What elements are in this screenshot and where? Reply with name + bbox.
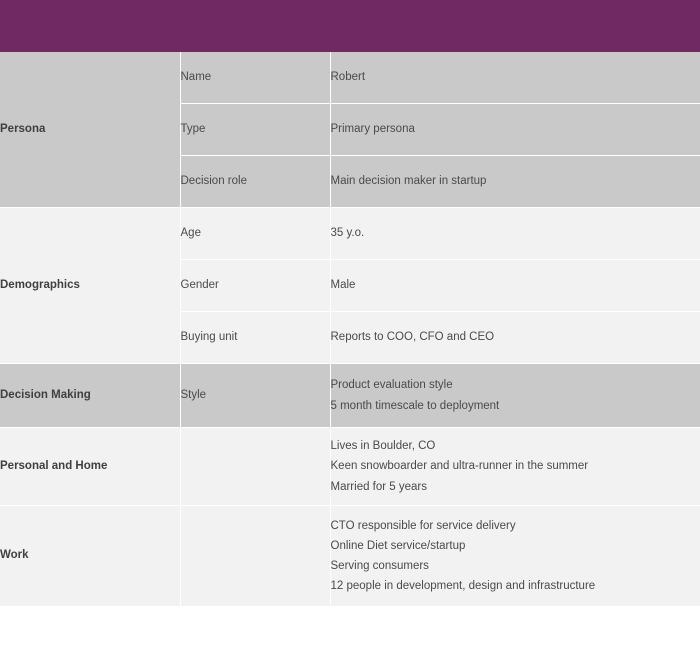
row-value: [330, 104, 700, 156]
value-line: Male: [330, 279, 356, 292]
value-line: CTO responsible for service delivery: [330, 519, 516, 532]
row-value: [330, 364, 700, 428]
value-line: Keen snowboarder and ultra-runner in the summer: [330, 460, 589, 473]
row-field-label: Age: [180, 208, 330, 260]
group-label-1: Persona: [0, 52, 180, 208]
value-line: 12 people in development, design and infrastructure: [330, 580, 596, 593]
persona-table-body: [0, 52, 700, 607]
row-field-label: [180, 506, 330, 607]
value-line: Reports to COO, CFO and CEO: [330, 331, 495, 344]
value-line: Product evaluation style: [330, 379, 453, 392]
row-value: [330, 428, 700, 506]
header-band: [0, 0, 700, 52]
row-field-label: Name: [180, 52, 330, 104]
row-value: [330, 52, 700, 104]
value-line: Robert: [330, 71, 366, 84]
value-line: 5 month timescale to deployment: [330, 399, 500, 412]
group-label-5: Work: [0, 506, 180, 607]
row-field-label: Type: [180, 104, 330, 156]
table-row: [0, 428, 700, 506]
persona-table: [0, 52, 700, 607]
row-value: [330, 506, 700, 607]
value-line: Online Diet service/startup: [330, 539, 466, 552]
row-value: [330, 208, 700, 260]
table-row: [0, 506, 700, 607]
value-line: Lives in Boulder, CO: [330, 440, 436, 453]
row-value: [330, 260, 700, 312]
table-row: [0, 208, 700, 260]
group-label-2: Demographics: [0, 208, 180, 364]
row-value: [330, 156, 700, 208]
group-label-4: Personal and Home: [0, 428, 180, 506]
group-label-3: Decision Making: [0, 364, 180, 428]
value-line: Serving consumers: [330, 560, 429, 572]
value-line: 35 y.o.: [330, 227, 365, 240]
row-field-label: Style: [180, 364, 330, 428]
table-row: [0, 52, 700, 104]
row-field-label: Gender: [180, 260, 330, 312]
value-line: Primary persona: [330, 123, 415, 136]
row-field-label: Decision role: [180, 156, 330, 208]
row-field-label: [180, 428, 330, 506]
value-line: Main decision maker in startup: [330, 175, 487, 188]
row-value: [330, 312, 700, 364]
row-field-label: Buying unit: [180, 312, 330, 364]
table-row: [0, 364, 700, 428]
value-line: Married for 5 years: [330, 480, 428, 493]
